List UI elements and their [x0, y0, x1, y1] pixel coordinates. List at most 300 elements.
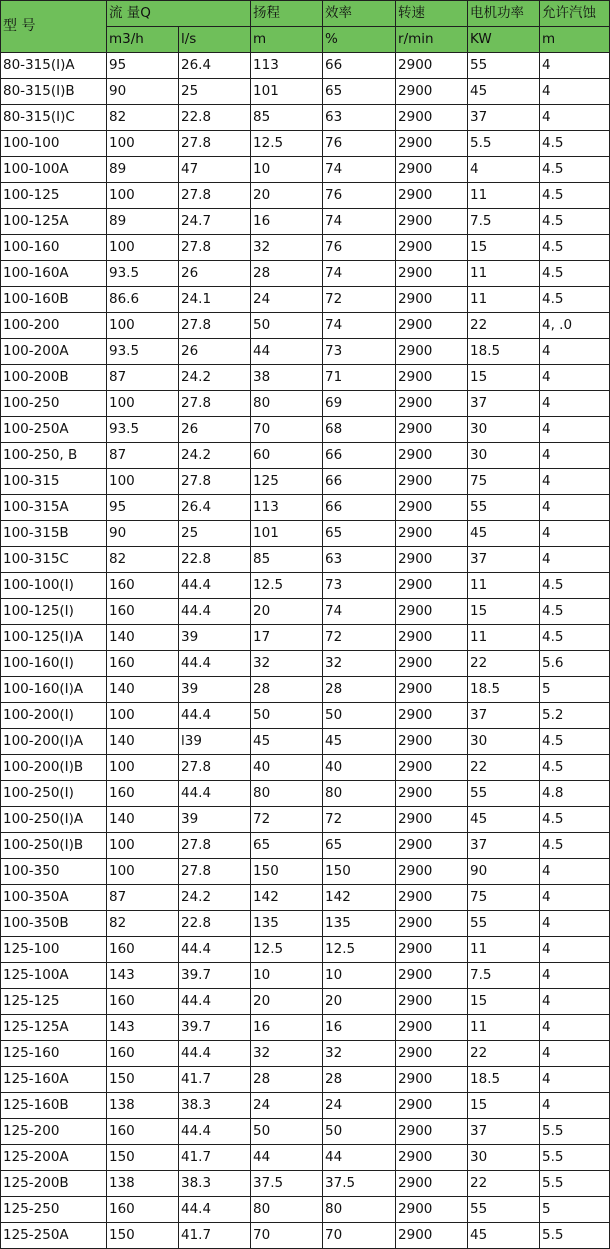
cell-flow-m3h: 95	[107, 495, 179, 521]
header-head: 扬程	[251, 1, 323, 27]
cell-power: 4	[468, 157, 540, 183]
cell-flow-m3h: 90	[107, 79, 179, 105]
cell-power: 30	[468, 417, 540, 443]
table-row	[1, 781, 610, 807]
cell-flow-m3h: 100	[107, 391, 179, 417]
cell-npsh: 4	[540, 989, 610, 1015]
cell-speed: 2900	[396, 781, 468, 807]
cell-model: 100-125	[1, 183, 107, 209]
cell-model: 100-350	[1, 859, 107, 885]
table-row	[1, 469, 610, 495]
cell-flow-ls: 25	[179, 521, 251, 547]
cell-model: 100-160(I)A	[1, 677, 107, 703]
cell-model: 100-200(I)	[1, 703, 107, 729]
header-power: 电机功率	[468, 1, 540, 27]
cell-efficiency: 24	[323, 1093, 396, 1119]
cell-head: 80	[251, 1197, 323, 1223]
table-row	[1, 1197, 610, 1223]
cell-flow-m3h: 140	[107, 807, 179, 833]
cell-head: 24	[251, 287, 323, 313]
cell-head: 70	[251, 1223, 323, 1249]
cell-power: 37	[468, 1119, 540, 1145]
cell-speed: 2900	[396, 677, 468, 703]
cell-npsh: 4	[540, 443, 610, 469]
unit-npsh: m	[540, 27, 610, 53]
cell-efficiency: 16	[323, 1015, 396, 1041]
table-row	[1, 1145, 610, 1171]
cell-flow-m3h: 143	[107, 963, 179, 989]
cell-flow-m3h: 160	[107, 989, 179, 1015]
cell-speed: 2900	[396, 1197, 468, 1223]
cell-flow-m3h: 82	[107, 105, 179, 131]
cell-head: 17	[251, 625, 323, 651]
cell-flow-ls: 39.7	[179, 963, 251, 989]
cell-power: 30	[468, 443, 540, 469]
cell-model: 80-315(I)C	[1, 105, 107, 131]
cell-head: 44	[251, 1145, 323, 1171]
cell-head: 45	[251, 729, 323, 755]
cell-power: 37	[468, 703, 540, 729]
cell-power: 22	[468, 1171, 540, 1197]
cell-flow-m3h: 150	[107, 1067, 179, 1093]
cell-power: 11	[468, 937, 540, 963]
cell-npsh: 4	[540, 1041, 610, 1067]
cell-flow-ls: 27.8	[179, 859, 251, 885]
cell-flow-ls: 27.8	[179, 833, 251, 859]
cell-speed: 2900	[396, 547, 468, 573]
table-body	[1, 53, 610, 1249]
cell-flow-ls: 26.4	[179, 495, 251, 521]
cell-flow-ls: 27.8	[179, 183, 251, 209]
table-row	[1, 235, 610, 261]
cell-model: 100-250(I)A	[1, 807, 107, 833]
cell-flow-m3h: 140	[107, 729, 179, 755]
cell-power: 7.5	[468, 209, 540, 235]
cell-model: 100-100A	[1, 157, 107, 183]
cell-model: 100-100(I)	[1, 573, 107, 599]
unit-speed: r/min	[396, 27, 468, 53]
cell-power: 5.5	[468, 131, 540, 157]
cell-model: 125-200	[1, 1119, 107, 1145]
cell-flow-m3h: 82	[107, 911, 179, 937]
cell-model: 100-250(I)B	[1, 833, 107, 859]
cell-speed: 2900	[396, 521, 468, 547]
cell-head: 142	[251, 885, 323, 911]
cell-speed: 2900	[396, 1145, 468, 1171]
cell-flow-m3h: 89	[107, 157, 179, 183]
cell-flow-m3h: 160	[107, 937, 179, 963]
cell-npsh: 4	[540, 885, 610, 911]
cell-flow-ls: 44.4	[179, 651, 251, 677]
cell-model: 100-160(I)	[1, 651, 107, 677]
cell-npsh: 5.2	[540, 703, 610, 729]
table-row	[1, 1067, 610, 1093]
cell-head: 12.5	[251, 131, 323, 157]
cell-flow-ls: 24.2	[179, 885, 251, 911]
cell-efficiency: 45	[323, 729, 396, 755]
cell-npsh: 4	[540, 53, 610, 79]
cell-model: 100-250	[1, 391, 107, 417]
cell-flow-m3h: 87	[107, 443, 179, 469]
cell-speed: 2900	[396, 859, 468, 885]
cell-model: 100-315B	[1, 521, 107, 547]
cell-head: 50	[251, 313, 323, 339]
cell-flow-ls: 22.8	[179, 105, 251, 131]
cell-speed: 2900	[396, 833, 468, 859]
cell-efficiency: 66	[323, 495, 396, 521]
cell-power: 55	[468, 1197, 540, 1223]
cell-npsh: 5.5	[540, 1171, 610, 1197]
cell-efficiency: 66	[323, 443, 396, 469]
cell-flow-m3h: 100	[107, 235, 179, 261]
cell-speed: 2900	[396, 105, 468, 131]
cell-efficiency: 28	[323, 677, 396, 703]
table-row	[1, 53, 610, 79]
cell-head: 85	[251, 105, 323, 131]
cell-efficiency: 73	[323, 339, 396, 365]
cell-efficiency: 32	[323, 651, 396, 677]
cell-head: 28	[251, 677, 323, 703]
cell-speed: 2900	[396, 599, 468, 625]
cell-power: 37	[468, 105, 540, 131]
table-row	[1, 443, 610, 469]
unit-head: m	[251, 27, 323, 53]
cell-model: 125-160B	[1, 1093, 107, 1119]
cell-npsh: 5.5	[540, 1145, 610, 1171]
cell-speed: 2900	[396, 911, 468, 937]
cell-model: 100-250A	[1, 417, 107, 443]
cell-power: 90	[468, 859, 540, 885]
cell-efficiency: 40	[323, 755, 396, 781]
cell-model: 125-200A	[1, 1145, 107, 1171]
cell-model: 100-315C	[1, 547, 107, 573]
cell-speed: 2900	[396, 287, 468, 313]
cell-power: 55	[468, 495, 540, 521]
table-row	[1, 287, 610, 313]
cell-flow-ls: 26	[179, 261, 251, 287]
table-header	[1, 1, 610, 53]
cell-flow-ls: 38.3	[179, 1093, 251, 1119]
cell-head: 113	[251, 495, 323, 521]
cell-flow-m3h: 150	[107, 1145, 179, 1171]
cell-power: 55	[468, 53, 540, 79]
cell-speed: 2900	[396, 495, 468, 521]
cell-head: 10	[251, 157, 323, 183]
cell-speed: 2900	[396, 885, 468, 911]
cell-flow-ls: 44.4	[179, 937, 251, 963]
cell-efficiency: 65	[323, 521, 396, 547]
cell-flow-m3h: 143	[107, 1015, 179, 1041]
cell-flow-m3h: 93.5	[107, 339, 179, 365]
cell-efficiency: 74	[323, 599, 396, 625]
cell-flow-m3h: 100	[107, 313, 179, 339]
cell-model: 100-200(I)B	[1, 755, 107, 781]
cell-power: 22	[468, 1041, 540, 1067]
cell-power: 55	[468, 911, 540, 937]
cell-flow-ls: 27.8	[179, 755, 251, 781]
cell-model: 125-100A	[1, 963, 107, 989]
cell-head: 125	[251, 469, 323, 495]
cell-speed: 2900	[396, 261, 468, 287]
cell-power: 11	[468, 287, 540, 313]
cell-speed: 2900	[396, 1041, 468, 1067]
cell-power: 45	[468, 79, 540, 105]
cell-speed: 2900	[396, 391, 468, 417]
cell-model: 100-160	[1, 235, 107, 261]
cell-flow-m3h: 150	[107, 1223, 179, 1249]
cell-flow-ls: 27.8	[179, 469, 251, 495]
cell-head: 24	[251, 1093, 323, 1119]
table-row	[1, 547, 610, 573]
cell-flow-m3h: 86.6	[107, 287, 179, 313]
cell-flow-m3h: 100	[107, 703, 179, 729]
cell-efficiency: 63	[323, 547, 396, 573]
cell-flow-m3h: 100	[107, 131, 179, 157]
cell-power: 75	[468, 469, 540, 495]
table-row	[1, 963, 610, 989]
cell-efficiency: 20	[323, 989, 396, 1015]
cell-flow-ls: 41.7	[179, 1223, 251, 1249]
cell-power: 37	[468, 833, 540, 859]
cell-flow-ls: 39	[179, 807, 251, 833]
cell-power: 22	[468, 755, 540, 781]
cell-efficiency: 74	[323, 209, 396, 235]
cell-npsh: 4.5	[540, 287, 610, 313]
cell-speed: 2900	[396, 1093, 468, 1119]
cell-speed: 2900	[396, 339, 468, 365]
cell-speed: 2900	[396, 235, 468, 261]
table-row	[1, 105, 610, 131]
table-row	[1, 365, 610, 391]
cell-power: 37	[468, 547, 540, 573]
cell-flow-ls: 39.7	[179, 1015, 251, 1041]
header-npsh: 允许汽蚀	[540, 1, 610, 27]
cell-npsh: 4	[540, 1093, 610, 1119]
cell-head: 32	[251, 1041, 323, 1067]
cell-efficiency: 66	[323, 53, 396, 79]
cell-flow-ls: 44.4	[179, 703, 251, 729]
cell-power: 18.5	[468, 1067, 540, 1093]
cell-efficiency: 32	[323, 1041, 396, 1067]
table-row	[1, 1223, 610, 1249]
cell-flow-ls: l39	[179, 729, 251, 755]
cell-flow-m3h: 100	[107, 833, 179, 859]
cell-power: 37	[468, 391, 540, 417]
table-row	[1, 599, 610, 625]
cell-model: 100-250(I)	[1, 781, 107, 807]
cell-flow-ls: 27.8	[179, 313, 251, 339]
cell-power: 75	[468, 885, 540, 911]
cell-head: 65	[251, 833, 323, 859]
cell-power: 15	[468, 989, 540, 1015]
table-row	[1, 391, 610, 417]
cell-npsh: 4.5	[540, 261, 610, 287]
cell-speed: 2900	[396, 1223, 468, 1249]
cell-head: 20	[251, 599, 323, 625]
header-speed: 转速	[396, 1, 468, 27]
cell-npsh: 4	[540, 417, 610, 443]
table-row	[1, 937, 610, 963]
cell-flow-ls: 44.4	[179, 1119, 251, 1145]
cell-flow-m3h: 140	[107, 677, 179, 703]
cell-head: 20	[251, 989, 323, 1015]
cell-model: 125-250	[1, 1197, 107, 1223]
cell-flow-ls: 39	[179, 677, 251, 703]
cell-efficiency: 72	[323, 287, 396, 313]
cell-npsh: 5	[540, 677, 610, 703]
cell-model: 80-315(I)B	[1, 79, 107, 105]
header-flow: 流 量Q	[107, 1, 251, 27]
cell-efficiency: 37.5	[323, 1171, 396, 1197]
cell-head: 10	[251, 963, 323, 989]
table-row	[1, 417, 610, 443]
cell-model: 100-315	[1, 469, 107, 495]
cell-npsh: 4.5	[540, 131, 610, 157]
cell-npsh: 4	[540, 911, 610, 937]
cell-power: 18.5	[468, 339, 540, 365]
cell-npsh: 4	[540, 521, 610, 547]
cell-power: 18.5	[468, 677, 540, 703]
cell-head: 38	[251, 365, 323, 391]
cell-flow-m3h: 160	[107, 1197, 179, 1223]
cell-flow-m3h: 160	[107, 1119, 179, 1145]
cell-efficiency: 73	[323, 573, 396, 599]
cell-npsh: 4	[540, 859, 610, 885]
table-row	[1, 833, 610, 859]
cell-efficiency: 50	[323, 1119, 396, 1145]
table-row	[1, 677, 610, 703]
cell-efficiency: 80	[323, 1197, 396, 1223]
table-row	[1, 911, 610, 937]
cell-model: 100-200A	[1, 339, 107, 365]
cell-head: 37.5	[251, 1171, 323, 1197]
table-row	[1, 1041, 610, 1067]
cell-head: 44	[251, 339, 323, 365]
cell-flow-m3h: 100	[107, 755, 179, 781]
cell-efficiency: 65	[323, 79, 396, 105]
cell-flow-ls: 44.4	[179, 781, 251, 807]
cell-efficiency: 74	[323, 157, 396, 183]
unit-efficiency: %	[323, 27, 396, 53]
cell-npsh: 5.5	[540, 1119, 610, 1145]
cell-speed: 2900	[396, 157, 468, 183]
table-row	[1, 261, 610, 287]
cell-power: 30	[468, 729, 540, 755]
cell-head: 85	[251, 547, 323, 573]
cell-efficiency: 76	[323, 183, 396, 209]
cell-npsh: 4	[540, 79, 610, 105]
cell-flow-m3h: 89	[107, 209, 179, 235]
cell-head: 40	[251, 755, 323, 781]
cell-npsh: 4.5	[540, 807, 610, 833]
cell-npsh: 4	[540, 105, 610, 131]
cell-head: 32	[251, 651, 323, 677]
cell-head: 16	[251, 1015, 323, 1041]
cell-speed: 2900	[396, 443, 468, 469]
table-row	[1, 625, 610, 651]
cell-head: 135	[251, 911, 323, 937]
cell-flow-ls: 24.2	[179, 365, 251, 391]
cell-speed: 2900	[396, 469, 468, 495]
cell-efficiency: 28	[323, 1067, 396, 1093]
cell-power: 30	[468, 1145, 540, 1171]
cell-efficiency: 65	[323, 833, 396, 859]
cell-power: 7.5	[468, 963, 540, 989]
cell-power: 11	[468, 261, 540, 287]
cell-efficiency: 76	[323, 235, 396, 261]
table-row	[1, 79, 610, 105]
cell-model: 100-200	[1, 313, 107, 339]
cell-npsh: 4.5	[540, 599, 610, 625]
cell-npsh: 4.5	[540, 625, 610, 651]
cell-efficiency: 74	[323, 261, 396, 287]
table-row	[1, 521, 610, 547]
cell-npsh: 4.5	[540, 755, 610, 781]
cell-head: 101	[251, 79, 323, 105]
cell-head: 50	[251, 703, 323, 729]
cell-efficiency: 72	[323, 807, 396, 833]
cell-model: 100-200B	[1, 365, 107, 391]
cell-speed: 2900	[396, 183, 468, 209]
table-row	[1, 183, 610, 209]
cell-efficiency: 50	[323, 703, 396, 729]
table-row	[1, 339, 610, 365]
cell-flow-m3h: 160	[107, 651, 179, 677]
cell-flow-m3h: 100	[107, 183, 179, 209]
cell-efficiency: 69	[323, 391, 396, 417]
cell-npsh: 5.5	[540, 1223, 610, 1249]
cell-speed: 2900	[396, 963, 468, 989]
cell-speed: 2900	[396, 1067, 468, 1093]
cell-head: 12.5	[251, 937, 323, 963]
cell-efficiency: 80	[323, 781, 396, 807]
table-row	[1, 807, 610, 833]
cell-npsh: 4	[540, 1067, 610, 1093]
cell-model: 125-160A	[1, 1067, 107, 1093]
cell-npsh: 4.5	[540, 183, 610, 209]
cell-flow-ls: 38.3	[179, 1171, 251, 1197]
cell-efficiency: 72	[323, 625, 396, 651]
cell-head: 80	[251, 781, 323, 807]
cell-flow-m3h: 140	[107, 625, 179, 651]
cell-flow-ls: 25	[179, 79, 251, 105]
cell-efficiency: 68	[323, 417, 396, 443]
cell-model: 100-200(I)A	[1, 729, 107, 755]
table-row	[1, 209, 610, 235]
header-model: 型 号	[1, 1, 107, 53]
cell-efficiency: 74	[323, 313, 396, 339]
cell-efficiency: 142	[323, 885, 396, 911]
cell-model: 100-350B	[1, 911, 107, 937]
table-row	[1, 157, 610, 183]
cell-model: 100-160A	[1, 261, 107, 287]
cell-speed: 2900	[396, 755, 468, 781]
cell-head: 28	[251, 1067, 323, 1093]
header-efficiency: 效率	[323, 1, 396, 27]
cell-flow-ls: 44.4	[179, 1197, 251, 1223]
cell-flow-ls: 27.8	[179, 131, 251, 157]
cell-flow-ls: 24.1	[179, 287, 251, 313]
cell-npsh: 4	[540, 963, 610, 989]
table-row	[1, 1093, 610, 1119]
table-row	[1, 651, 610, 677]
cell-flow-m3h: 95	[107, 53, 179, 79]
table-row	[1, 1015, 610, 1041]
cell-flow-ls: 41.7	[179, 1067, 251, 1093]
cell-flow-m3h: 138	[107, 1171, 179, 1197]
cell-flow-ls: 44.4	[179, 573, 251, 599]
cell-speed: 2900	[396, 209, 468, 235]
